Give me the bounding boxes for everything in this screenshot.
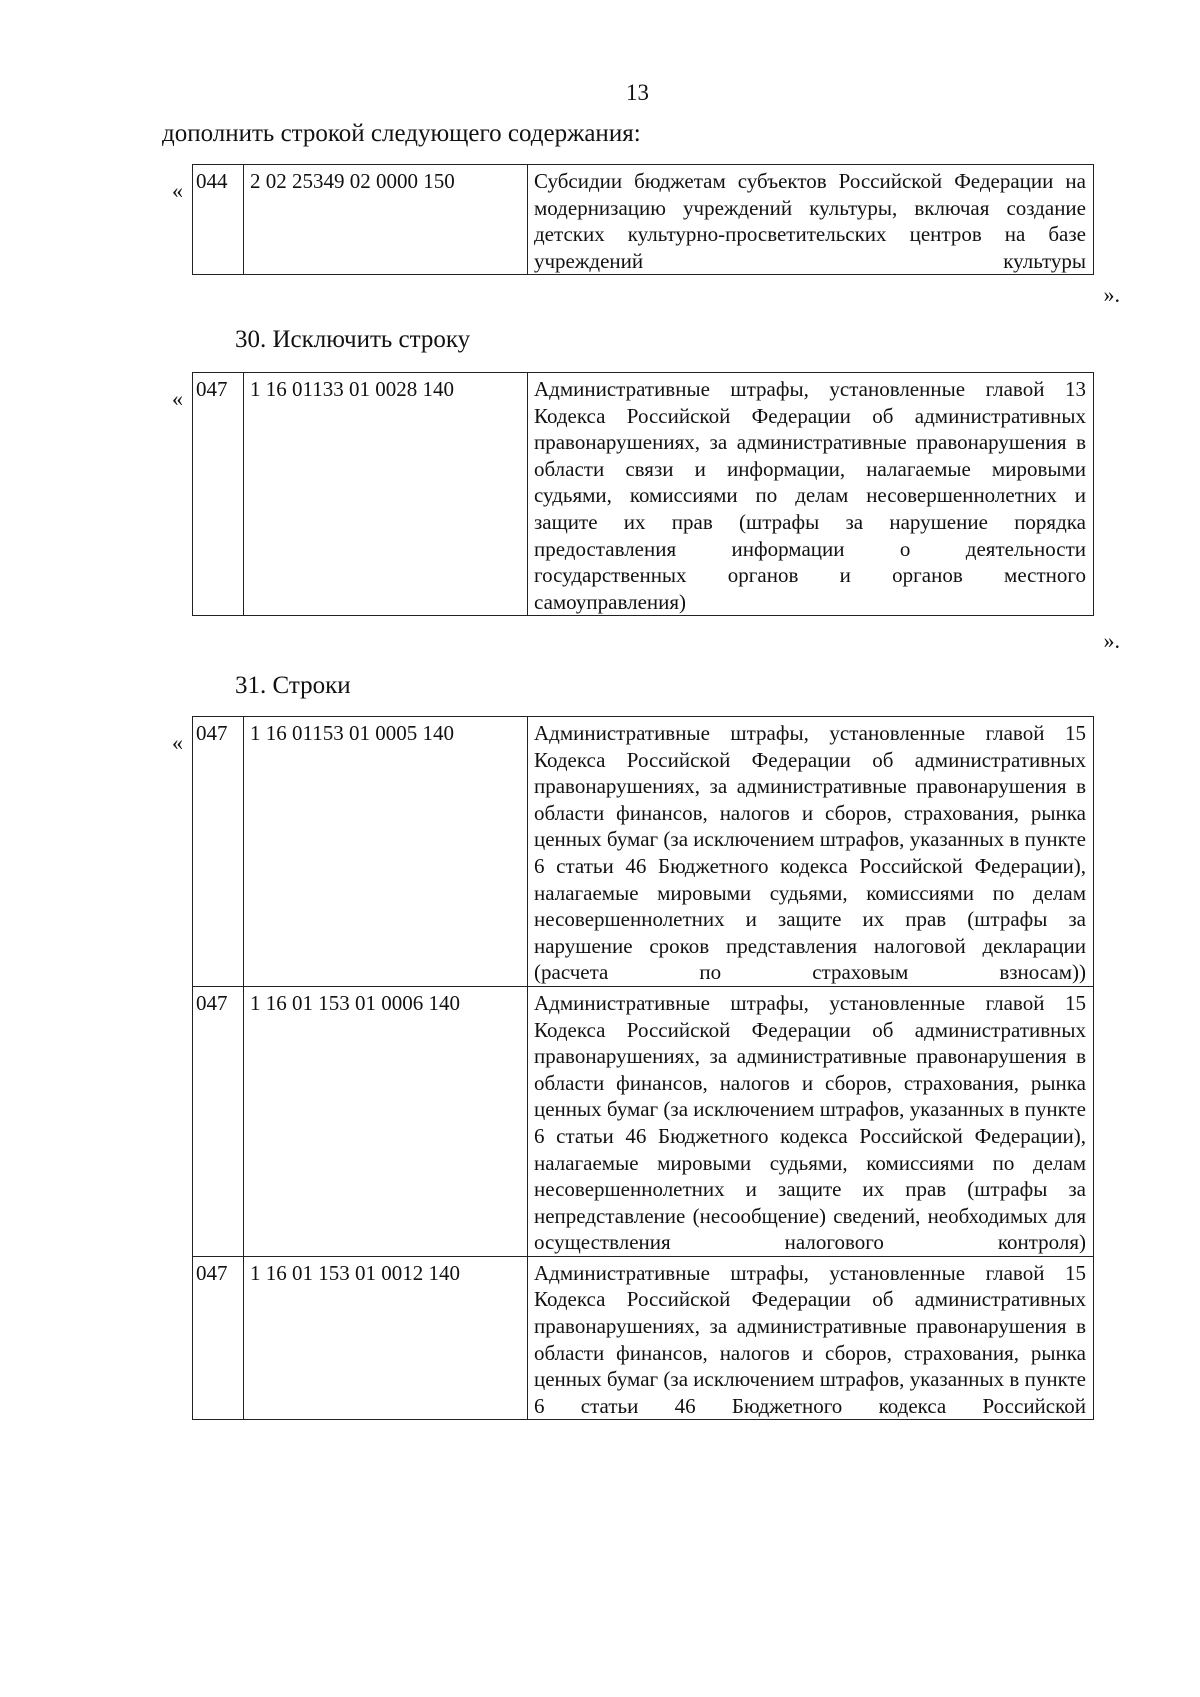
opening-quote: « (172, 386, 183, 411)
description-text: Административные штрафы, установленные главой 15 Кодекса Российской Федерации об административных правонарушениях, за административные правонарушения в области финансов, налогов и сборов, страхования, рынка ценных бумаг (за исключением штрафов, указанных в пункте 6 статьи 46 Бюджетного кодекса Российской Федерации), налагаемые мировыми судьями, комиссиями по делам несовершеннолетних и защите их прав (штрафы за нарушение сроков представления налоговой декларации (расчета по страховым взносам)) (534, 721, 1086, 985)
admin-code-cell: 044 (193, 165, 244, 275)
budget-code-cell: 2 02 25349 02 0000 150 (244, 165, 528, 275)
description-cell (528, 1256, 1094, 1420)
description-cell (528, 717, 1094, 987)
description-cell (528, 165, 1094, 275)
excluded-row-block (162, 372, 1120, 662)
budget-code-cell: 1 16 01153 01 0005 140 (244, 717, 528, 987)
table-row (193, 1256, 1094, 1420)
table-row (193, 717, 1094, 987)
closing-quote: ». (1103, 628, 1120, 653)
added-row-block (162, 164, 1120, 314)
budget-code-cell: 1 16 01 153 01 0006 140 (244, 986, 528, 1256)
section-30-heading: 30. Исключить строку (235, 326, 471, 353)
closing-quote: ». (1103, 282, 1120, 307)
description-text: Административные штрафы, установленные главой 15 Кодекса Российской Федерации об административных правонарушениях, за административные правонарушения в области финансов, налогов и сборов, страхования, рынка ценных бумаг (за исключением штрафов, указанных в пункте 6 статьи 46 Бюджетного кодекса Российской Федерации), налагаемые мировыми судьями, комиссиями по делам несовершеннолетних и защите их прав (штрафы за непредставление (несообщение) сведений, необходимых для осуществления налогового контроля) (534, 990, 1086, 1255)
admin-code-cell: 047 (193, 717, 244, 987)
table-row (193, 373, 1094, 616)
rows-block (162, 716, 1120, 1596)
admin-code-cell: 047 (193, 1256, 244, 1420)
admin-code-cell: 047 (193, 373, 244, 616)
budget-code-cell: 1 16 01133 01 0028 140 (244, 373, 528, 616)
table-row (193, 165, 1094, 275)
budget-code-cell: 1 16 01 153 01 0012 140 (244, 1256, 528, 1420)
opening-quote: « (172, 730, 183, 755)
admin-code-cell: 047 (193, 986, 244, 1256)
description-text: Субсидии бюджетам субъектов Российской Федерации на модернизацию учреждений культуры, включая создание детских культурно-просветительских центров на базе учреждений культуры (534, 169, 1086, 273)
description-cell (528, 373, 1094, 616)
budget-code-table (192, 716, 1094, 1420)
budget-code-table (192, 372, 1094, 616)
description-text: Административные штрафы, установленные главой 13 Кодекса Российской Федерации об административных правонарушениях, за административные правонарушения в области связи и информации, налагаемые мировыми судьями, комиссиями по делам несовершеннолетних и защите их прав (штрафы за нарушение порядка предоставления информации о деятельности государственных органов и органов местного самоуправления) (534, 377, 1086, 614)
page-number: 13 (626, 80, 649, 105)
table-row (193, 986, 1094, 1256)
description-cell (528, 986, 1094, 1256)
opening-quote: « (172, 178, 183, 203)
intro-paragraph: дополнить строкой следующего содержания: (162, 120, 641, 147)
description-text: Административные штрафы, установленные главой 15 Кодекса Российской Федерации об административных правонарушениях, за административные правонарушения в области финансов, налогов и сборов, страхования, рынка ценных бумаг (за исключением штрафов, указанных в пункте 6 статьи 46 Бюджетного кодекса Российской (534, 1260, 1086, 1418)
budget-code-table (192, 164, 1094, 275)
section-31-heading: 31. Строки (235, 672, 351, 699)
